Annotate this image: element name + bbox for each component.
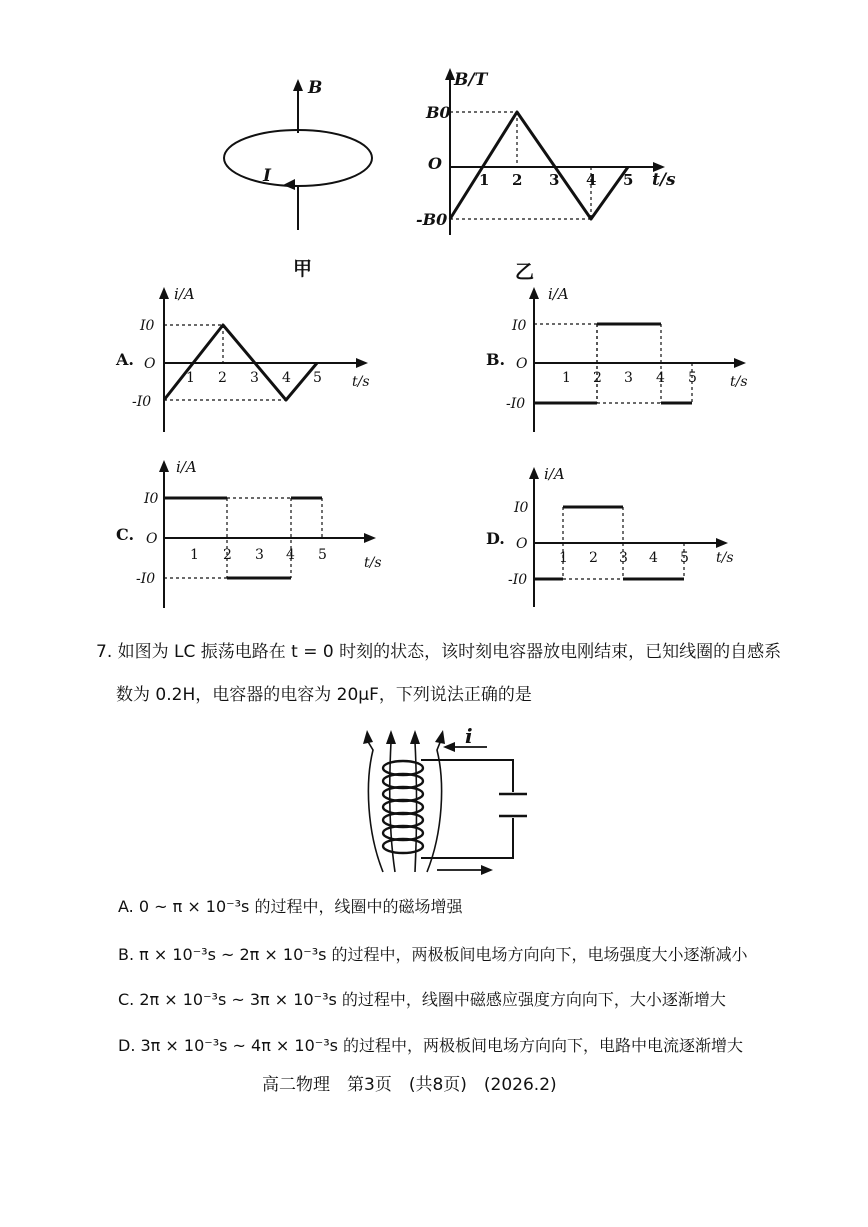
tick-5: 5 (688, 370, 697, 386)
tick-2: 2 (512, 171, 523, 189)
origin-label: O (428, 154, 442, 173)
y-axis-label: i/A (544, 465, 565, 483)
b0-label: B0 (426, 103, 451, 122)
tick-3: 3 (250, 370, 259, 386)
b-t-curve (450, 112, 628, 219)
option-d-letter: D. (486, 529, 505, 548)
question-7-line-2: 数为 0.2H，电容器的电容为 20μF，下列说法正确的是 (116, 685, 532, 705)
q7-option-b: B. π × 10⁻³s ~ 2π × 10⁻³s 的过程中，两极板间电场方向向下，电场强度大小逐渐减小 (118, 945, 748, 964)
figure-caption-jia: 甲 (293, 258, 313, 280)
neg-b0-label: -B0 (416, 210, 448, 229)
y-axis-label: i/A (174, 285, 195, 303)
tick-4: 4 (649, 550, 658, 566)
tick-3: 3 (549, 171, 560, 189)
option-a-letter: A. (116, 350, 134, 369)
tick-4: 4 (282, 370, 291, 386)
tick-2: 2 (223, 547, 232, 563)
current-i-label: i (465, 724, 473, 748)
figure-caption-yi: 乙 (515, 261, 535, 283)
x-axis-label: t/s (652, 170, 676, 190)
question-7-line-1: 7. 如图为 LC 振荡电路在 t = 0 时刻的状态，该时刻电容器放电刚结束，已知线圈的自感系 (96, 642, 782, 662)
option-c-letter: C. (116, 525, 135, 544)
x-axis-label: t/s (352, 374, 370, 390)
option-b-graph (480, 282, 760, 437)
option-d-graph (480, 462, 760, 612)
b-field-label: B (308, 78, 323, 98)
i0-label: I0 (514, 500, 529, 516)
q7-option-a: A. 0 ~ π × 10⁻³s 的过程中，线圈中的磁场增强 (118, 897, 463, 916)
option-a-graph (110, 282, 380, 437)
y-axis-label: B/T (454, 70, 488, 90)
option-c-graph (110, 455, 390, 615)
figure-yi (410, 65, 690, 290)
tick-2: 2 (593, 370, 602, 386)
current-arrow-bottom (481, 865, 493, 875)
tick-5: 5 (680, 550, 689, 566)
tick-1: 1 (186, 370, 195, 386)
i0-label: I0 (144, 491, 159, 507)
lc-circuit-figure (355, 722, 530, 882)
current-label: I (263, 166, 271, 186)
neg-i0-label: -I0 (136, 571, 156, 587)
tick-3: 3 (255, 547, 264, 563)
tick-3: 3 (619, 550, 628, 566)
tick-2: 2 (218, 370, 227, 386)
origin-label: O (516, 536, 528, 552)
page-footer: 高二物理 第3页 (共8页) (2026.2) (262, 1075, 557, 1095)
tick-4: 4 (286, 547, 295, 563)
tick-3: 3 (624, 370, 633, 386)
current-loop (224, 130, 372, 186)
x-axis-label: t/s (364, 555, 382, 571)
tick-5: 5 (623, 171, 634, 189)
option-b-letter: B. (486, 350, 506, 369)
x-axis-label: t/s (716, 550, 734, 566)
neg-i0-label: -I0 (506, 396, 526, 412)
tick-1: 1 (190, 547, 199, 563)
q7-option-c: C. 2π × 10⁻³s ~ 3π × 10⁻³s 的过程中，线圈中磁感应强度方向向下，大小逐渐增大 (118, 990, 726, 1009)
neg-i0-label: -I0 (508, 572, 528, 588)
q7-option-d: D. 3π × 10⁻³s ~ 4π × 10⁻³s 的过程中，两极板间电场方向向下，电路中电流逐渐增大 (118, 1036, 744, 1055)
tick-1: 1 (559, 550, 568, 566)
tick-4: 4 (656, 370, 665, 386)
tick-5: 5 (318, 547, 327, 563)
neg-i0-label: -I0 (132, 394, 152, 410)
y-axis-label: i/A (548, 285, 569, 303)
origin-label: O (516, 356, 528, 372)
origin-label: O (144, 356, 156, 372)
tick-1: 1 (562, 370, 571, 386)
figure-jia (215, 75, 385, 285)
x-axis-label: t/s (730, 374, 748, 390)
tick-1: 1 (479, 171, 490, 189)
i0-label: I0 (512, 318, 527, 334)
y-axis-label: i/A (176, 458, 197, 476)
tick-2: 2 (589, 550, 598, 566)
tick-5: 5 (313, 370, 322, 386)
tick-4: 4 (586, 171, 597, 189)
origin-label: O (146, 531, 158, 547)
i0-label: I0 (140, 318, 155, 334)
